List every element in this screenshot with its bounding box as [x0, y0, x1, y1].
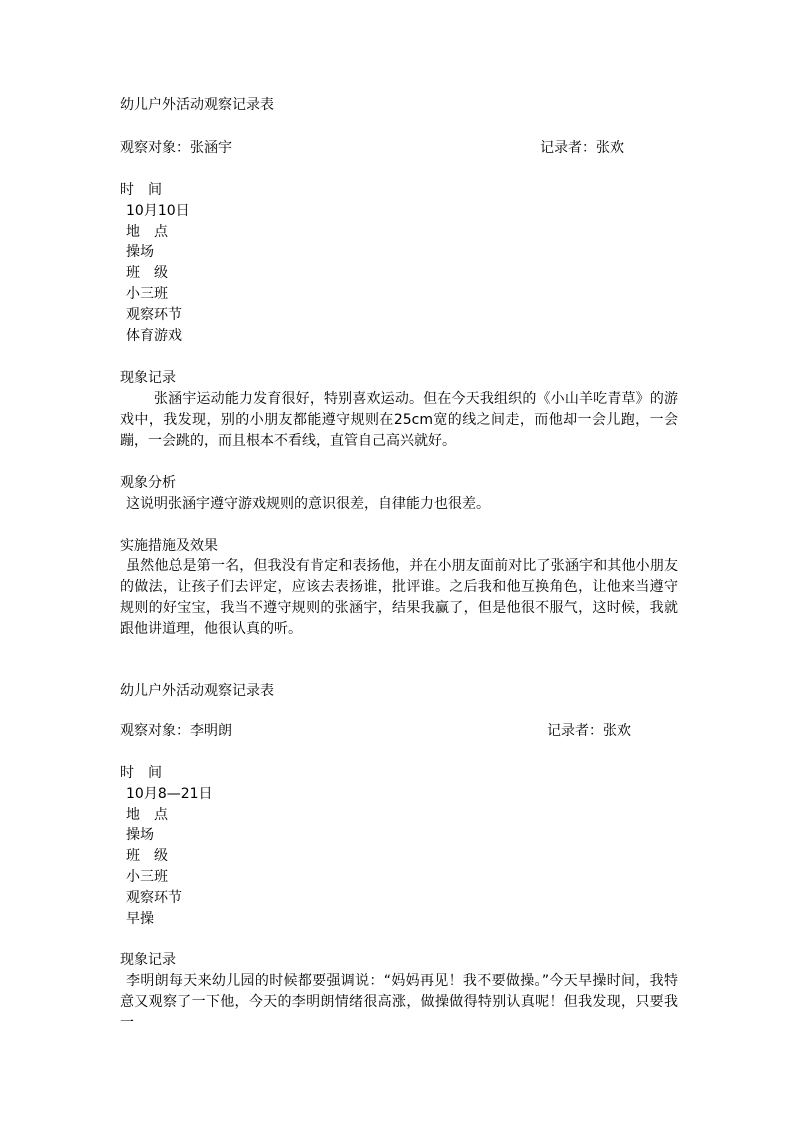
segment-label: 观察环节	[126, 890, 182, 906]
time-label: 时 间	[120, 765, 162, 781]
phenomenon-label: 现象记录	[120, 370, 176, 386]
class-label: 班 级	[126, 848, 168, 864]
record-title: 幼儿户外活动观察记录表	[120, 97, 274, 113]
class-value: 小三班	[126, 869, 168, 885]
class-label: 班 级	[126, 265, 168, 281]
place-value: 操场	[126, 827, 154, 843]
analysis-text: 这说明张涵宇遵守游戏规则的意识很差，自律能力也很差。	[126, 496, 490, 512]
observation-subject: 观察对象：李明朗	[120, 723, 232, 739]
place-label: 地 点	[126, 224, 168, 240]
analysis-label: 观象分析	[120, 475, 176, 491]
time-label: 时 间	[120, 182, 162, 198]
observation-subject: 观察对象：张涵宇	[120, 140, 232, 156]
phenomenon-text: 张涵宇运动能力发育很好，特别喜欢运动。但在今天我组织的《小山羊吃青草》的游戏中，我发现，别的小朋友都能遵守规则在25cm宽的线之间走，而他却一会儿跑，一会蹦，一会跳的，而且根本不看线，直管自己高兴就好。	[120, 391, 678, 449]
phenomenon-label: 现象记录	[120, 952, 176, 968]
time-value: 10月10日	[126, 203, 190, 219]
place-value: 操场	[126, 244, 154, 260]
segment-value: 早操	[126, 911, 154, 927]
segment-label: 观察环节	[126, 307, 182, 323]
record-title: 幼儿户外活动观察记录表	[120, 683, 274, 699]
measures-label: 实施措施及效果	[120, 538, 218, 554]
phenomenon-text: 李明朗每天来幼儿园的时候都要强调说：“妈妈再见！我不要做操。”今天早操时间，我特意又观察了一下他，今天的李明朗情绪很高涨，做操做得特别认真呢！但我发现，只要我一	[120, 973, 678, 1031]
time-value: 10月8—21日	[126, 786, 213, 802]
recorder: 记录者：张欢	[540, 140, 624, 156]
place-label: 地 点	[126, 807, 168, 823]
recorder: 记录者：张欢	[547, 723, 631, 739]
segment-value: 体育游戏	[126, 328, 182, 344]
class-value: 小三班	[126, 286, 168, 302]
measures-text: 虽然他总是第一名，但我没有肯定和表扬他，并在小朋友面前对比了张涵宇和其他小朋友的做法，让孩子们去评定，应该去表扬谁，批评谁。之后我和他互换角色，让他来当遵守规则的好宝宝，我当不遵守规则的张涵宇，结果我赢了，但是他很不服气，这时候，我就跟他讲道理，他很认真的听。	[120, 558, 678, 637]
